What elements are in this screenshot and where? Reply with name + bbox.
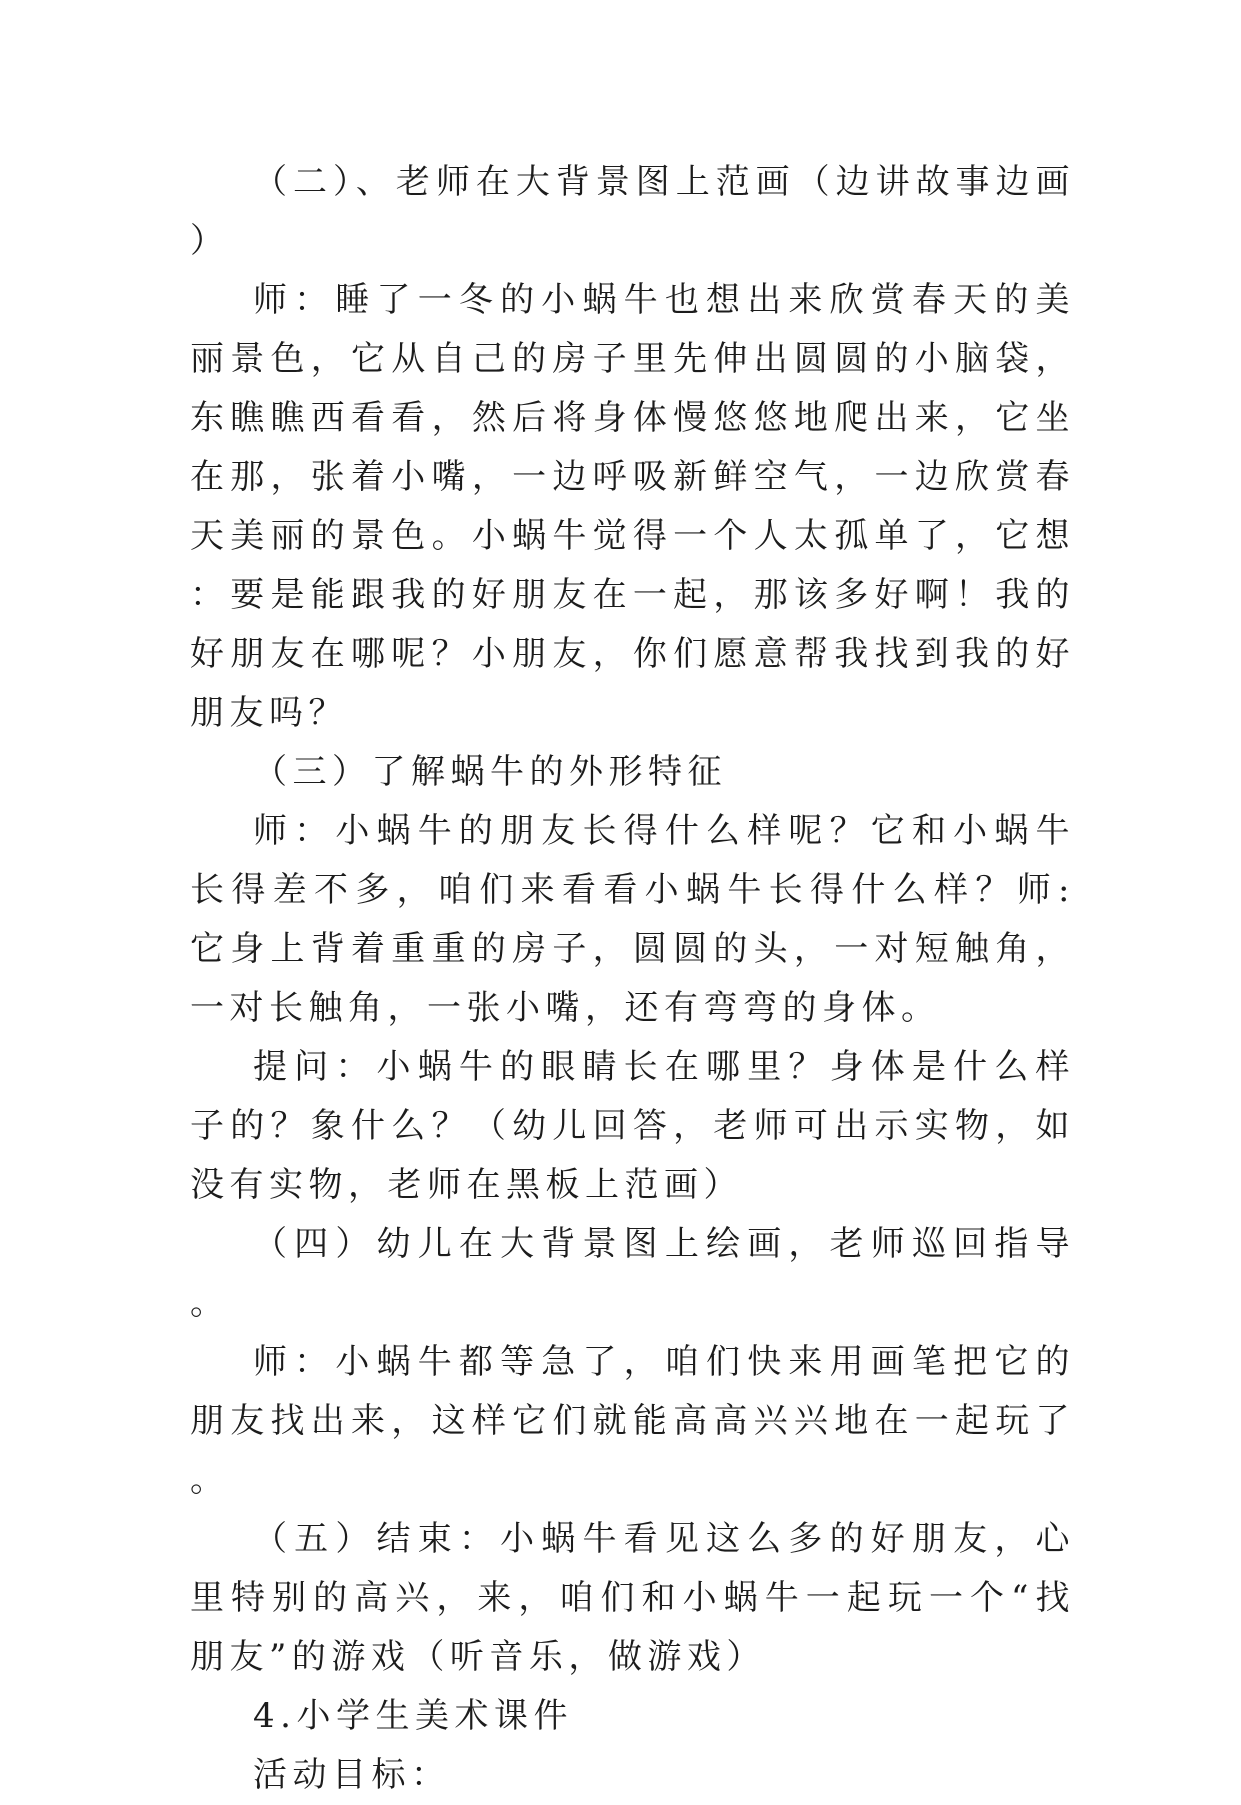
question-paragraph: 提问：小蜗牛的眼睛长在哪里？身体是什么样子的？象什么？（幼儿回答，老师可出示实物，如没有实物，老师在黑板上范画） [190, 1047, 1075, 1205]
section-heading-four: （四）幼儿在大背景图上绘画，老师巡回指导。 [190, 1224, 1075, 1323]
snail-appearance-paragraph: 师：小蜗牛的朋友长得什么样呢？它和小蜗牛长得差不多，咱们来看看小蜗牛长得什么样？师:它身上背着重重的房子，圆圆的头，一对短触角，一对长触角，一张小嘴，还有弯弯的身体。 [190, 811, 1075, 1028]
lesson-title: 4.小学生美术课件 [253, 1696, 573, 1736]
section-heading-three: （三）了解蜗牛的外形特征 [253, 752, 727, 792]
section-heading-two: （二）、老师在大背景图上范画（边讲故事边画） [190, 162, 1075, 261]
document-body [190, 153, 1075, 1805]
drawing-paragraph: 师：小蜗牛都等急了，咱们快来用画笔把它的朋友找出来，这样它们就能高高兴兴地在一起玩了。 [190, 1342, 1075, 1500]
activity-goals-label: 活动目标： [253, 1755, 451, 1795]
teacher-story-paragraph: 师：睡了一冬的小蜗牛也想出来欣赏春天的美丽景色，它从自己的房子里先伸出圆圆的小脑袋，东瞧瞧西看看，然后将身体慢悠悠地爬出来，它坐在那，张着小嘴，一边呼吸新鲜空气，一边欣赏春天美丽的景色。小蜗牛觉得一个人太孤单了，它想：要是能跟我的好朋友在一起，那该多好啊！我的好朋友在哪呢？小朋友，你们愿意帮我找到我的好朋友吗？ [190, 280, 1075, 733]
section-heading-five: （五）结束：小蜗牛看见这么多的好朋友，心里特别的高兴，来，咱们和小蜗牛一起玩一个“找朋友”的游戏（听音乐，做游戏） [190, 1519, 1075, 1677]
